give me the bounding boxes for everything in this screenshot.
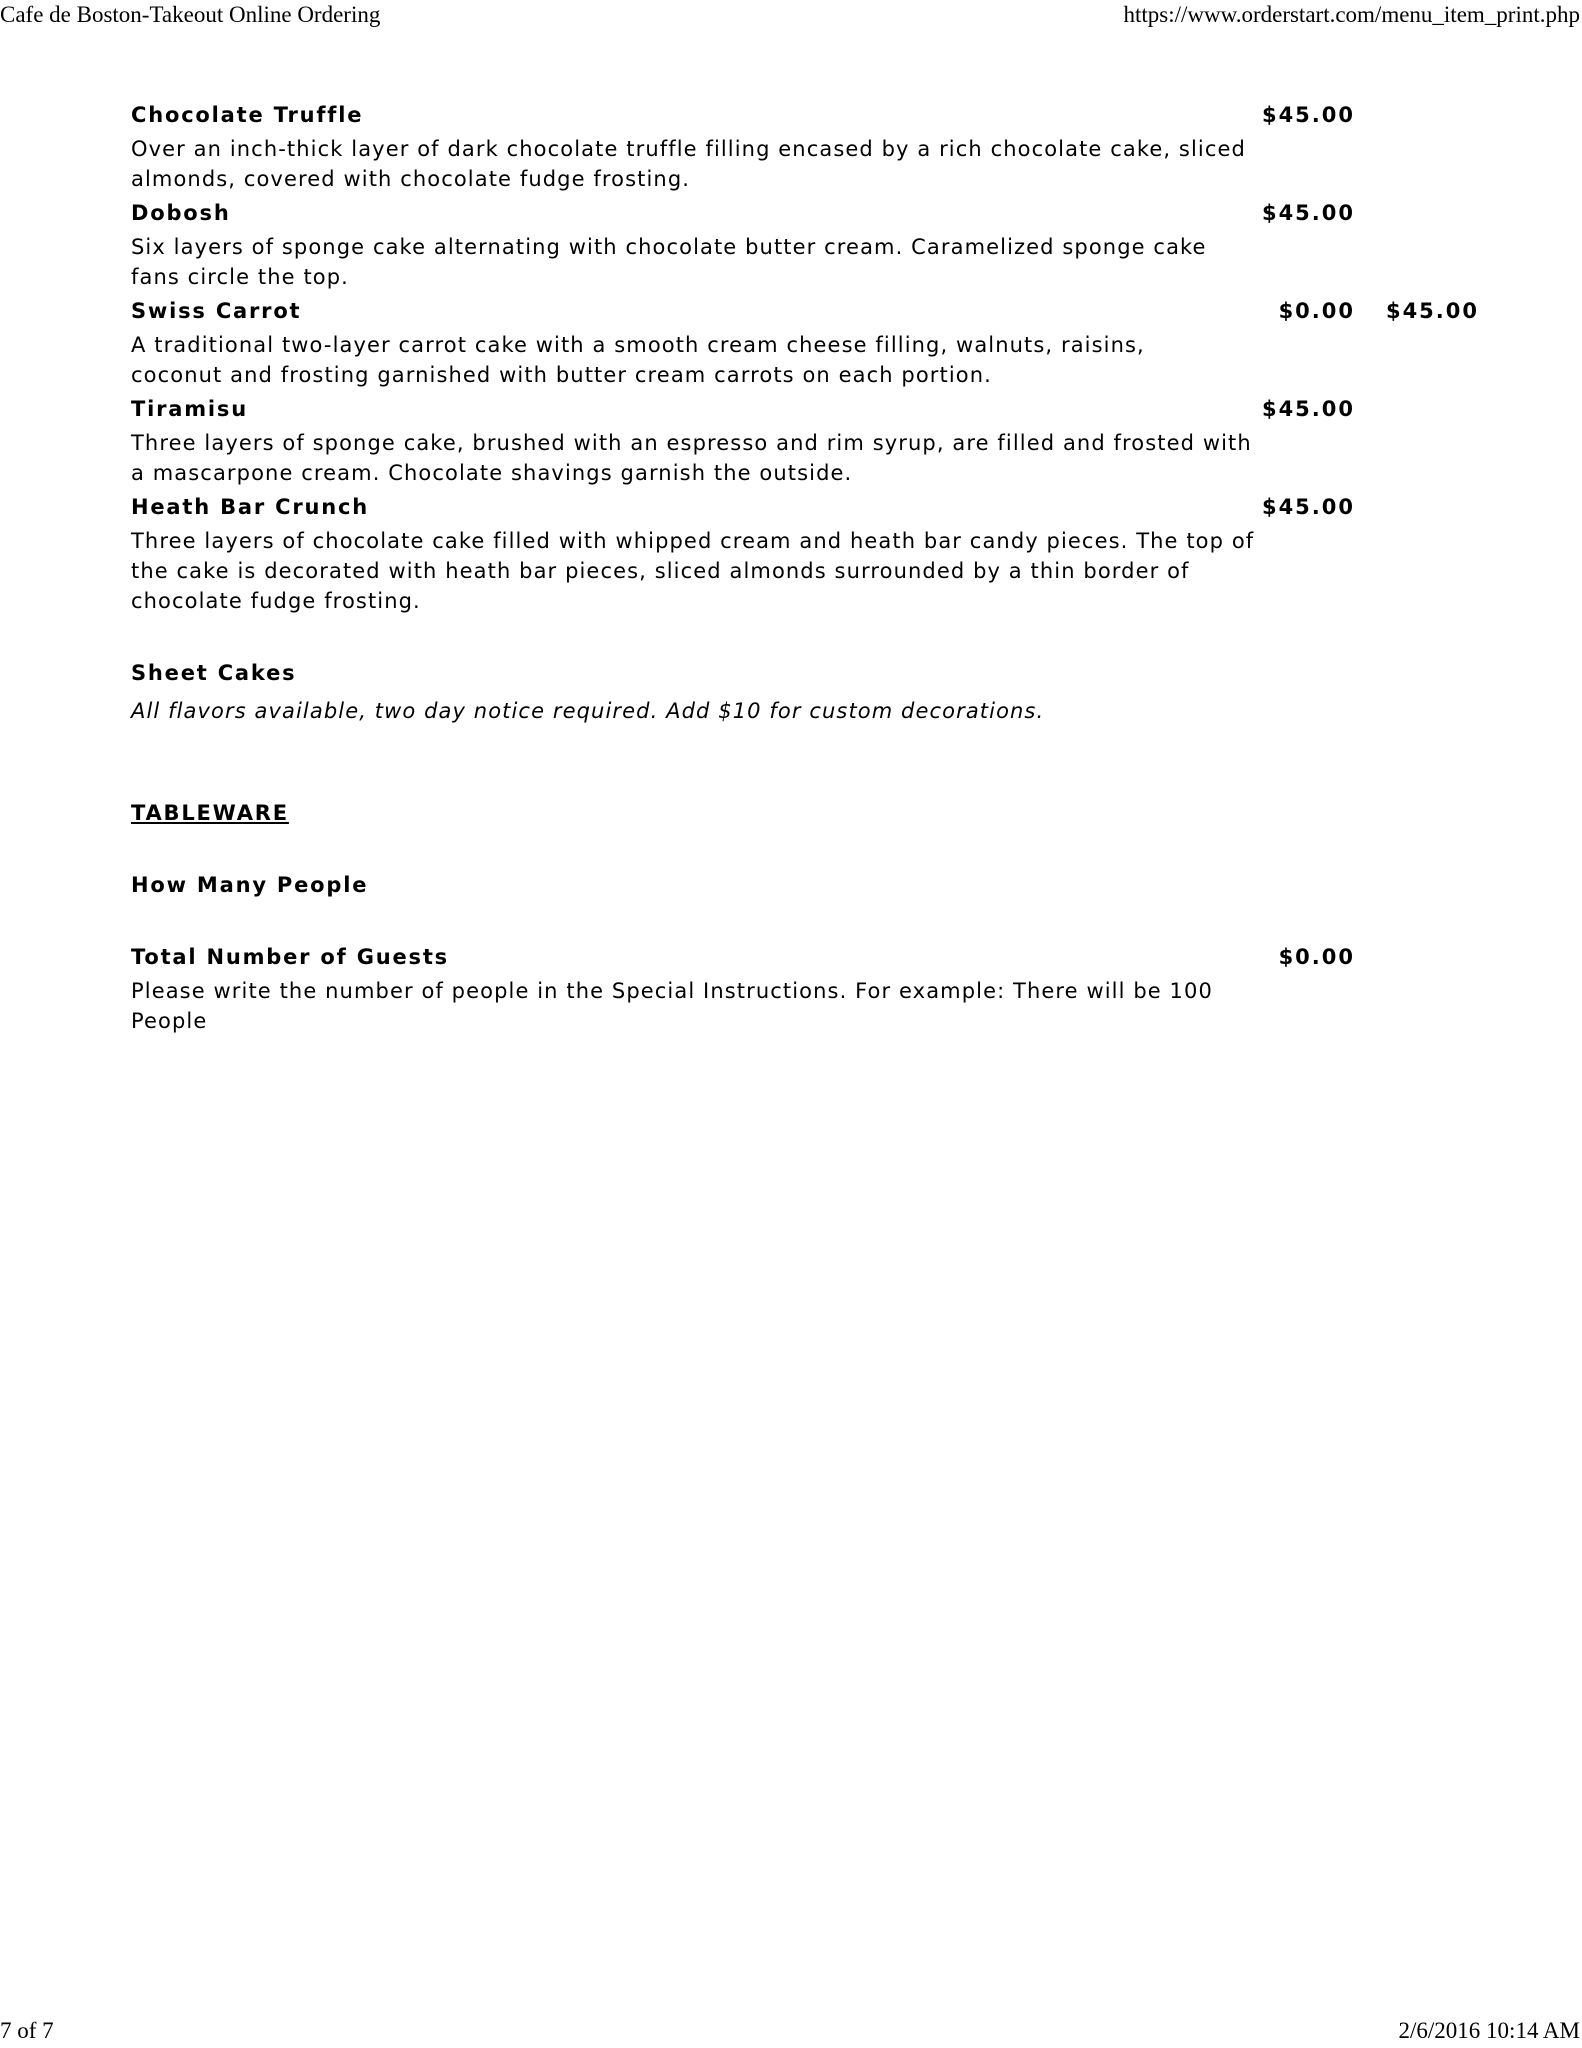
menu-item-price: $45.00 <box>1261 103 1355 127</box>
menu-item-header <box>131 198 1481 228</box>
menu-item-name: Heath Bar Crunch <box>131 495 369 519</box>
menu-item-header <box>131 394 1481 424</box>
menu-item-price-secondary: $45.00 <box>1385 299 1479 323</box>
menu-item-header <box>131 100 1481 130</box>
menu-item-description: Over an inch-thick layer of dark chocolate truffle filling encased by a rich chocolate cake, sliced almonds, covered with chocolate fudge frosting. <box>131 137 1246 191</box>
menu-item-price: $0.00 <box>1278 945 1355 969</box>
menu-item-description: Six layers of sponge cake alternating with chocolate butter cream. Caramelized sponge cake fans circle the top. <box>131 235 1207 289</box>
menu-content <box>131 100 1481 1040</box>
page-number: 7 of 7 <box>0 2018 54 2043</box>
sheet-cakes-title: Sheet Cakes <box>131 661 297 685</box>
menu-item-header <box>131 492 1481 522</box>
menu-item-header <box>131 296 1481 326</box>
print-header-title: Cafe de Boston-Takeout Online Ordering <box>0 2 381 27</box>
menu-item <box>131 492 1481 616</box>
menu-item-name: Tiramisu <box>131 397 248 421</box>
print-datetime: 2/6/2016 10:14 AM <box>1398 2018 1580 2043</box>
menu-item-name: Total Number of Guests <box>131 945 449 969</box>
menu-item-name: Swiss Carrot <box>131 299 302 323</box>
menu-item <box>131 100 1481 194</box>
tableware-subtitle: How Many People <box>131 873 369 897</box>
menu-item <box>131 198 1481 292</box>
menu-item-name: Dobosh <box>131 201 231 225</box>
sheet-cakes-note: All flavors available, two day notice required. Add $10 for custom decorations. <box>131 699 1045 723</box>
menu-item-description: Three layers of sponge cake, brushed with an espresso and rim syrup, are filled and frosted with a mascarpone cream. Chocolate shavings garnish the outside. <box>131 431 1252 485</box>
print-header-url: https://www.orderstart.com/menu_item_print.php <box>1123 2 1580 27</box>
menu-item-name: Chocolate Truffle <box>131 103 364 127</box>
menu-item-price: $45.00 <box>1261 397 1355 421</box>
category-title: TABLEWARE <box>131 801 289 825</box>
menu-item-price: $45.00 <box>1261 495 1355 519</box>
menu-item-description: Please write the number of people in the Special Instructions. For example: There will be 100 People <box>131 979 1213 1033</box>
menu-item-price: $0.00 <box>1278 299 1355 323</box>
menu-item-header <box>131 942 1481 972</box>
menu-item <box>131 296 1481 390</box>
menu-item <box>131 394 1481 488</box>
menu-item-description: Three layers of chocolate cake filled with whipped cream and heath bar candy pieces. The top of the cake is decorated with heath bar pieces, sliced almonds surrounded by a thin border of chocolate fudge frosting. <box>131 529 1255 613</box>
menu-item <box>131 942 1481 1036</box>
menu-item-description: A traditional two-layer carrot cake with a smooth cream cheese filling, walnuts, raisins, coconut and frosting garnished with butter cream carrots on each portion. <box>131 333 1145 387</box>
menu-item-price: $45.00 <box>1261 201 1355 225</box>
